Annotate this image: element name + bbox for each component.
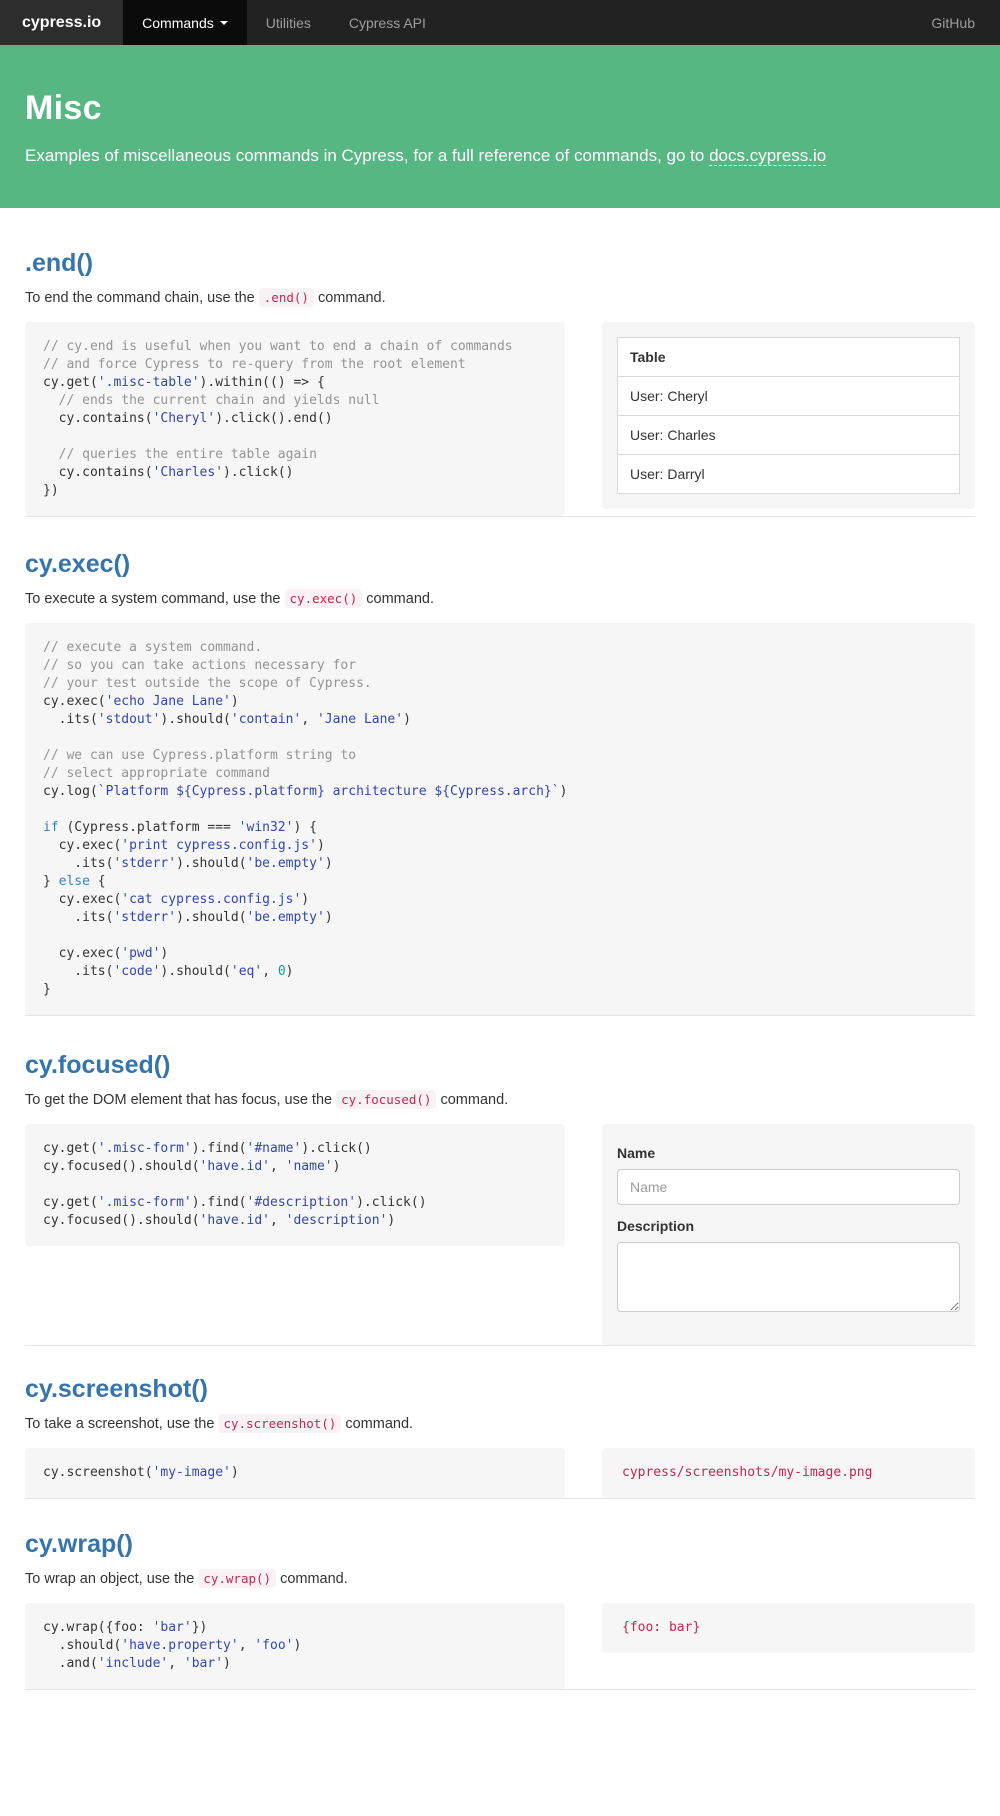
wrap-heading: cy.wrap() (25, 1530, 133, 1558)
description-textarea[interactable] (617, 1242, 960, 1312)
focused-desc-before: To get the DOM element that has focus, use the (25, 1092, 337, 1108)
docs-link[interactable]: docs.cypress.io (709, 146, 827, 165)
end-code-block: // cy.end is useful when you want to end a chain of commands // and force Cypress to re-query from the root element cy.get('.misc-table').within(() => { // ends the current chain and yields null cy.contains('Cheryl').click().end() // queries the entire table again cy.contains('Charles').click() }) (25, 322, 565, 516)
table-row[interactable] (618, 377, 960, 416)
section-wrap (25, 1499, 975, 1690)
page-subtitle (25, 146, 975, 166)
end-inline-code-chip: .end() (259, 288, 314, 307)
screenshot-result-block: cypress/screenshots/my-image.png (602, 1448, 975, 1498)
table-cell-darryl[interactable]: User: Darryl (618, 455, 960, 494)
focused-description (25, 1089, 975, 1111)
nav-item-commands[interactable] (123, 0, 247, 45)
nav-item-cypress-api[interactable]: Cypress API (348, 14, 426, 31)
description-label: Description (617, 1218, 695, 1234)
focused-code-block: cy.get('.misc-form').find('#name').click() cy.focused().should('have.id', 'name') cy.get('.misc-form').find('#description').click() cy.focused().should('have.id', 'description') (25, 1124, 565, 1246)
screenshot-desc-after: command. (341, 1416, 414, 1432)
end-demo-panel (602, 322, 975, 509)
screenshot-description (25, 1413, 975, 1435)
exec-heading: cy.exec() (25, 550, 131, 578)
screenshot-code-block: cy.screenshot('my-image') (25, 1448, 565, 1498)
focused-inline-code-chip: cy.focused() (336, 1090, 436, 1109)
nav-item-github[interactable]: GitHub (931, 14, 975, 31)
focused-heading: cy.focused() (25, 1051, 171, 1079)
brand-link[interactable]: cypress.io (0, 0, 123, 45)
wrap-code-block: cy.wrap({foo: 'bar'}) .should('have.property', 'foo') .and('include', 'bar') (25, 1603, 565, 1689)
focused-desc-after: command. (436, 1092, 509, 1108)
name-label: Name (617, 1145, 656, 1161)
wrap-description (25, 1568, 975, 1590)
table-row[interactable] (618, 416, 960, 455)
end-desc-before: To end the command chain, use the (25, 290, 259, 306)
wrap-result-block: {foo: bar} (602, 1603, 975, 1653)
section-screenshot (25, 1346, 975, 1499)
table-row[interactable] (618, 455, 960, 494)
table-cell-cheryl[interactable]: User: Cheryl (618, 377, 960, 416)
wrap-desc-after: command. (276, 1571, 348, 1587)
hero-banner (0, 45, 1000, 208)
nav-item-commands-label: Commands (142, 14, 214, 31)
page-bottom-spacer (25, 1690, 975, 1709)
caret-down-icon (220, 21, 228, 29)
main-content (0, 208, 1000, 1709)
page-subtitle-text: Examples of miscellaneous commands in Cypress, for a full reference of commands, go to (25, 146, 710, 165)
table-header-row (618, 338, 960, 377)
screenshot-heading: cy.screenshot() (25, 1375, 208, 1403)
exec-description (25, 588, 975, 610)
wrap-inline-code-chip: cy.wrap() (198, 1569, 276, 1588)
wrap-desc-before: To wrap an object, use the (25, 1571, 199, 1587)
end-description (25, 287, 975, 309)
app-navbar (0, 0, 1000, 45)
exec-desc-after: command. (362, 591, 434, 607)
name-input[interactable] (617, 1169, 960, 1205)
misc-form-panel (602, 1124, 975, 1345)
misc-table (617, 337, 960, 494)
end-heading: .end() (25, 249, 94, 277)
section-end (25, 208, 975, 517)
exec-desc-before: To execute a system command, use the (25, 591, 285, 607)
table-cell-charles[interactable]: User: Charles (618, 416, 960, 455)
section-focused (25, 1016, 975, 1346)
end-desc-after: command. (313, 290, 386, 306)
nav-item-utilities[interactable]: Utilities (265, 14, 311, 31)
screenshot-desc-before: To take a screenshot, use the (25, 1416, 219, 1432)
section-exec (25, 517, 975, 1016)
exec-inline-code-chip: cy.exec() (285, 589, 363, 608)
page-title: Misc (25, 89, 102, 127)
table-header-cell: Table (618, 338, 960, 377)
screenshot-inline-code-chip: cy.screenshot() (218, 1414, 341, 1433)
exec-code-block: // execute a system command. // so you can take actions necessary for // your test outside the scope of Cypress. cy.exec('echo Jane Lane') .its('stdout').should('contain', 'Jane Lane') // we can use Cypress.platform string to // select appropriate command cy.log(`Platform ${Cypress.platform} architecture ${Cypress.arch}`) if (Cypress.platform === 'win32') { cy.exec('print cypress.config.js') .its('stderr').should('be.empty') } else { cy.exec('cat cypress.config.js') .its('stderr').should('be.empty') cy.exec('pwd') .its('code').should('eq', 0) } (25, 623, 975, 1015)
